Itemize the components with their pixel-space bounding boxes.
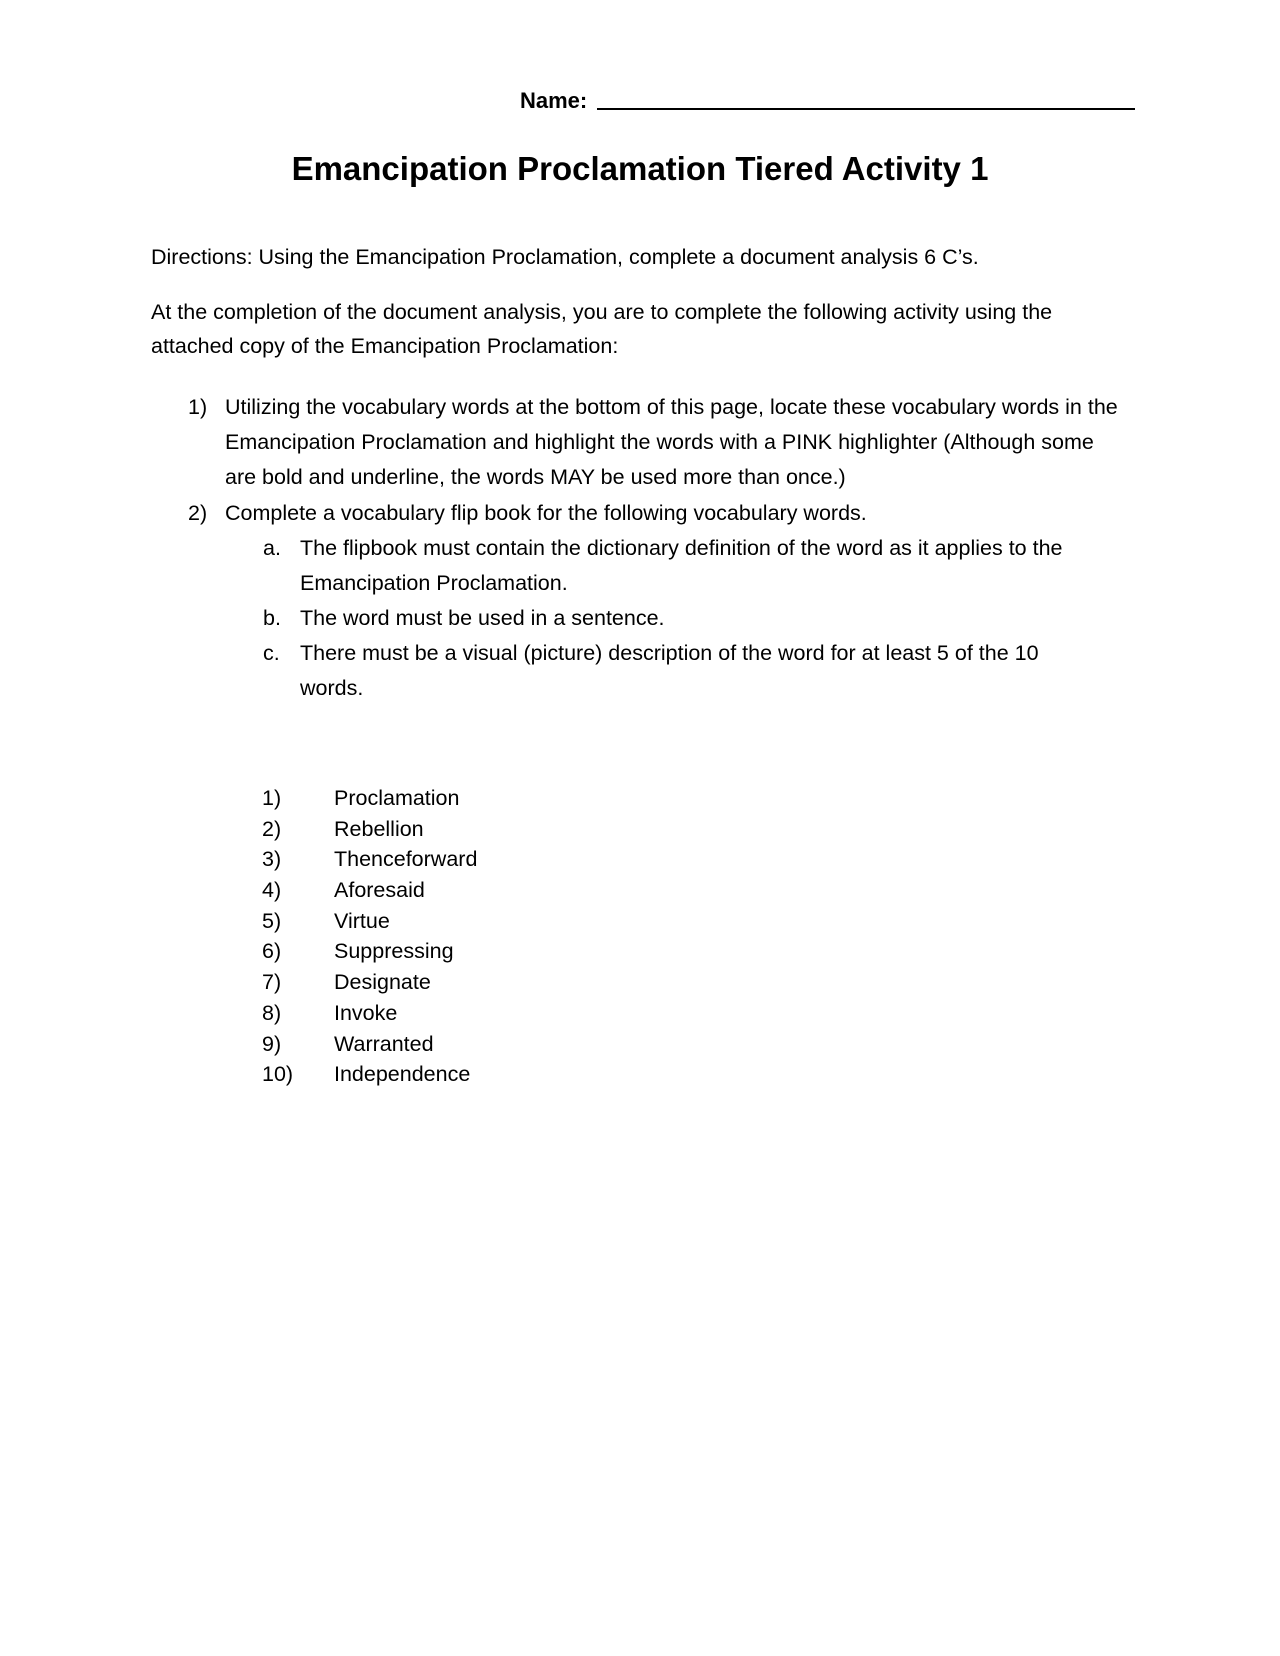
step-number: 2) — [188, 501, 208, 525]
vocabulary-number: 3) — [262, 847, 282, 872]
step-text: Complete a vocabulary flip book for the following vocabulary words. — [225, 501, 867, 525]
name-label: Name: — [520, 88, 588, 113]
vocabulary-number: 6) — [262, 939, 282, 964]
substep-item — [0, 636, 1280, 706]
page-title — [0, 150, 1280, 188]
vocabulary-number: 4) — [262, 878, 282, 903]
vocabulary-word: Independence — [334, 1062, 471, 1087]
vocabulary-number: 8) — [262, 1000, 282, 1025]
step-item — [151, 390, 1131, 496]
name-blank-line — [597, 86, 1135, 110]
vocabulary-word: Designate — [334, 970, 431, 995]
vocabulary-word: Warranted — [334, 1031, 434, 1056]
page-title-text: Emancipation Proclamation Tiered Activity 1 — [291, 150, 989, 187]
substep-text: The word must be used in a sentence. — [300, 606, 665, 630]
vocabulary-word: Proclamation — [334, 786, 460, 810]
substep-label: c. — [263, 641, 280, 665]
step-item — [151, 496, 1131, 531]
vocabulary-number: 9) — [262, 1031, 282, 1056]
vocabulary-word: Rebellion — [334, 816, 424, 841]
vocabulary-word: Suppressing — [334, 939, 454, 964]
vocabulary-number: 5) — [262, 908, 282, 933]
substep-label: a. — [263, 536, 281, 560]
vocabulary-number: 2) — [262, 816, 282, 841]
substep-text: There must be a visual (picture) description of the word for at least 5 of the 10 words. — [300, 641, 1039, 700]
step-number: 1) — [188, 395, 208, 419]
vocabulary-word: Invoke — [334, 1000, 398, 1025]
substep-label: b. — [263, 606, 281, 630]
vocabulary-word: Virtue — [334, 908, 390, 933]
vocabulary-number: 1) — [262, 786, 282, 810]
vocabulary-number: 7) — [262, 970, 282, 995]
intro-paragraph: At the completion of the document analysis, you are to complete the following activity using the attached copy of the Emancipation Proclamation: — [151, 300, 1053, 358]
substep-item — [0, 531, 1280, 601]
substep-text: The flipbook must contain the dictionary definition of the word as it applies to the Emancipation Proclamation. — [300, 536, 1063, 595]
vocabulary-word: Thenceforward — [334, 847, 478, 872]
substep-item — [0, 601, 1280, 636]
vocabulary-word: Aforesaid — [334, 878, 425, 903]
name-field — [520, 86, 1135, 114]
step-text: Utilizing the vocabulary words at the bottom of this page, locate these vocabulary words in the Emancipation Proclamation and highlight the words with a PINK highlighter (Although some are bold and underline, the words MAY be used more than once.) — [225, 395, 1118, 489]
vocabulary-number: 10) — [262, 1062, 294, 1087]
directions-paragraph: Directions: Using the Emancipation Proclamation, complete a document analysis 6 C’s. — [151, 245, 979, 269]
